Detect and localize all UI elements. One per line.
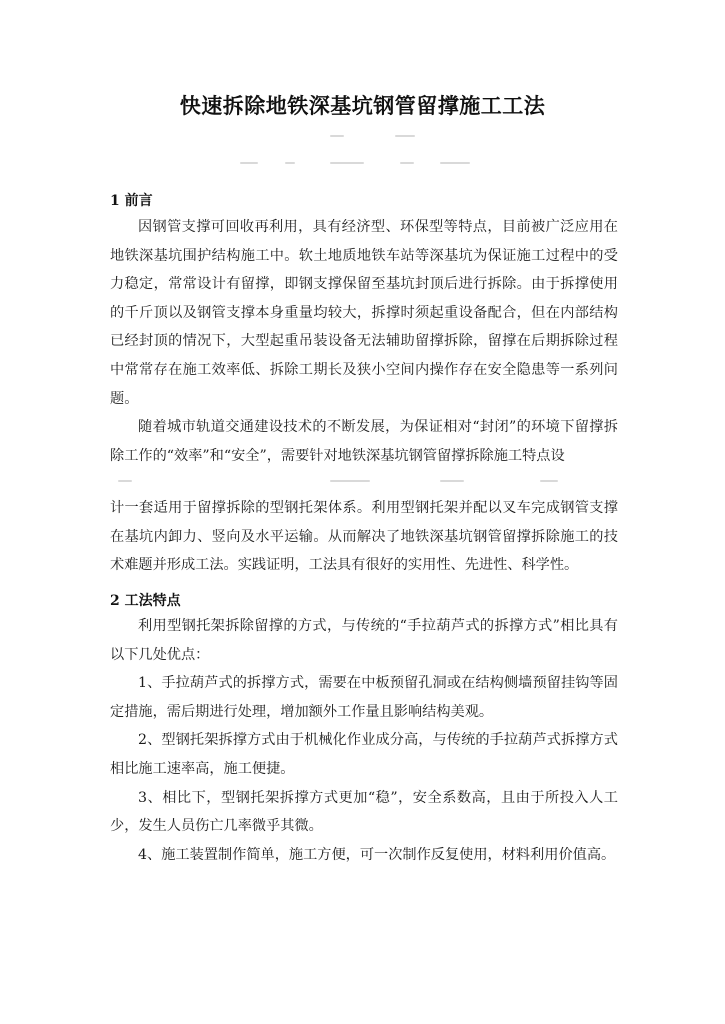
paragraph: 随着城市轨道交通建设技术的不断发展，为保证相对“封闭”的环境下留撑拆除工作的“效率”和“安全”，需要针对地铁深基坑钢管留撑拆除施工特点设 (110, 419, 618, 464)
section-features-body (110, 612, 618, 869)
section-intro-body (110, 213, 618, 470)
section-heading-intro: 1 前言 (110, 193, 153, 209)
list-item: 1、手拉葫芦式的拆撑方式，需要在中板预留孔洞或在结构侧墙预留挂钩等固定措施，需后期进行处理，增加额外工作量且影响结构美观。 (110, 675, 618, 720)
document-title: 快速拆除地铁深基坑钢管留撑施工工法 (179, 93, 546, 118)
list-item: 2、型钢托架拆撑方式由于机械化作业成分高，与传统的手拉葫芦式拆撑方式相比施工速率高，施工便捷。 (110, 732, 618, 777)
paragraph: 因钢管支撑可回收再利用，具有经济型、环保型等特点，目前被广泛应用在地铁深基坑围护结构施工中。软土地质地铁车站等深基坑为保证施工过程中的受力稳定，常常设计有留撑，即钢支撑保留至基坑封顶后进行拆除。由于拆撑使用的千斤顶以及钢管支撑本身重量均较大，拆撑时须起重设备配合，但在内部结构已经封顶的情况下，大型起重吊装设备无法辅助留撑拆除，留撑在后期拆除过程中常常存在施工效率低、拆除工期长及狭小空间内操作存在安全隐患等一系列问题。 (110, 219, 618, 407)
paragraph: 利用型钢托架拆除留撑的方式，与传统的“手拉葫芦式的拆撑方式”相比具有以下几处优点： (110, 618, 618, 663)
list-item: 4、施工装置制作简单，施工方便，可一次制作反复使用，材料利用价值高。 (138, 846, 616, 863)
section-heading-features: 2 工法特点 (110, 593, 181, 609)
section-intro-continuation (110, 494, 618, 580)
paragraph: 计一套适用于留撑拆除的型钢托架体系。利用型钢托架并配以叉车完成钢管支撑在基坑内卸力、竖向及水平运输。从而解决了地铁深基坑钢管留撑拆除施工的技术难题并形成工法。实践证明，工法具有很好的实用性、先进性、科学性。 (110, 500, 618, 574)
list-item: 3、相比下，型钢托架拆撑方式更加“稳”，安全系数高，且由于所投入人工少，发生人员伤亡几率微乎其微。 (110, 789, 618, 835)
